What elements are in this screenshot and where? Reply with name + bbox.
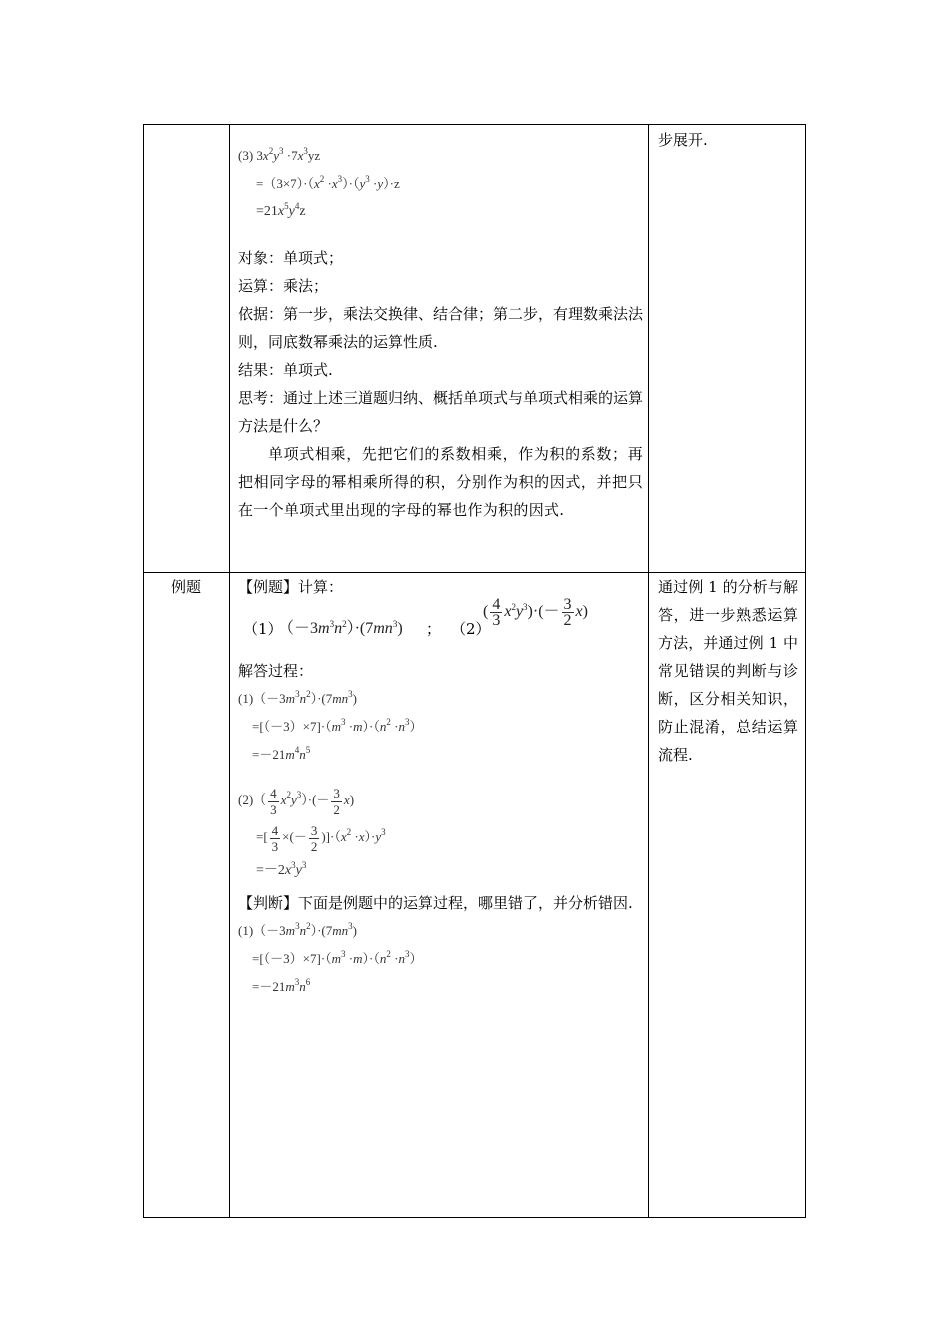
table-border-bottom xyxy=(143,1217,806,1218)
analysis-result: 结果：单项式. xyxy=(238,361,333,379)
expr3-line3: $=21x^5y^4z$ xyxy=(256,201,306,219)
example-row-label: 例题 xyxy=(170,578,201,596)
top-row-label-cell xyxy=(143,124,229,572)
q1-expression: $(-3m^3n^2)\cdot(7mn^3)$ xyxy=(278,619,403,637)
q-separator: ； xyxy=(426,620,442,638)
column-divider-1 xyxy=(229,124,230,1218)
analysis-basis: 依据：第一步，乘法交换律、结合律；第二步，有理数乘法法则，同底数幂乘法的运算性质. xyxy=(238,305,644,351)
sol1-line1: $(1)(-3m^3n^2)\cdot(7mn^3)$ xyxy=(238,689,357,706)
column-divider-2 xyxy=(648,124,649,1218)
sol1-line3: $=-21m^4n^5$ xyxy=(252,745,311,762)
lesson-table xyxy=(143,124,806,1218)
err-line3: $=-21m^3n^6$ xyxy=(252,977,311,994)
table-border-right xyxy=(805,124,806,1218)
analysis-think: 思考：通过上述三道题归纳、概括单项式与单项式相乘的运算方法是什么？ xyxy=(238,389,644,435)
sol2-line1: (2)（ $\frac{4}{3}$ $x^2y^3)\cdot(-$ $\frac{3}{2}$ x) xyxy=(238,785,355,817)
example-content-cell xyxy=(238,573,643,1001)
sol2-line3: $=-2x^3y^3$ xyxy=(256,860,307,878)
example-heading: 【例题】计算： xyxy=(238,578,344,596)
top-row-content-cell xyxy=(238,142,643,524)
example-row-note: 通过例 1 的分析与解答，进一步熟悉运算方法，并通过例 1 中常见错误的判断与诊断，区分相关知识，防止混淆，总结运算流程. xyxy=(658,578,798,764)
analysis-operation: 运算：乘法； xyxy=(238,277,329,295)
err-line2: $=[(-3)\times 7]\cdot(m^3 \cdot m)\cdot(n^2 \cdot n^3)$ xyxy=(252,949,423,966)
example-questions xyxy=(238,596,643,651)
q1-label: （1） xyxy=(243,620,283,638)
expr3-line1: (3) $3x^2y^3 \cdot 7x^3yz$ xyxy=(238,146,321,163)
rule-paragraph: 单项式相乘，先把它们的系数相乘，作为积的系数；再把相同字母的幂相乘所得的积，分别作为积的因式，并把只在一个单项式里出现的字母的幂也作为积的因式. xyxy=(238,445,643,519)
solution-title: 解答过程： xyxy=(238,662,314,680)
q2-label: （2） xyxy=(451,620,491,638)
analysis-object: 对象：单项式； xyxy=(238,249,344,267)
sol1-line2: $=[(-3)\times 7]\cdot(m^3 \cdot m)\cdot(n^2 \cdot n^3)$ xyxy=(252,717,423,734)
top-row-note: 步展开. xyxy=(658,131,708,149)
judge-prompt: 【判断】下面是例题中的运算过程，哪里错了，并分析错因. xyxy=(238,894,633,912)
q2-expression: ( $\frac{4}{3}$ $x^2y^3)\cdot(-$ $\frac{3}{2}$ x) xyxy=(483,596,588,629)
sol2-line2: =[ $\frac{4}{3}$ ×(－ $\frac{3}{2}$ )]$\cdot(x^2 \cdot x)\cdot y^3$ xyxy=(256,822,386,854)
table-border-top xyxy=(143,124,806,125)
err-line1: $(1)(-3m^3n^2)\cdot(7mn^3)$ xyxy=(238,921,357,938)
expr3-line2: $=(3\times 7)\cdot(x^2 \cdot x^3)\cdot(y^3 \cdot y)\cdot z$ xyxy=(256,174,400,191)
